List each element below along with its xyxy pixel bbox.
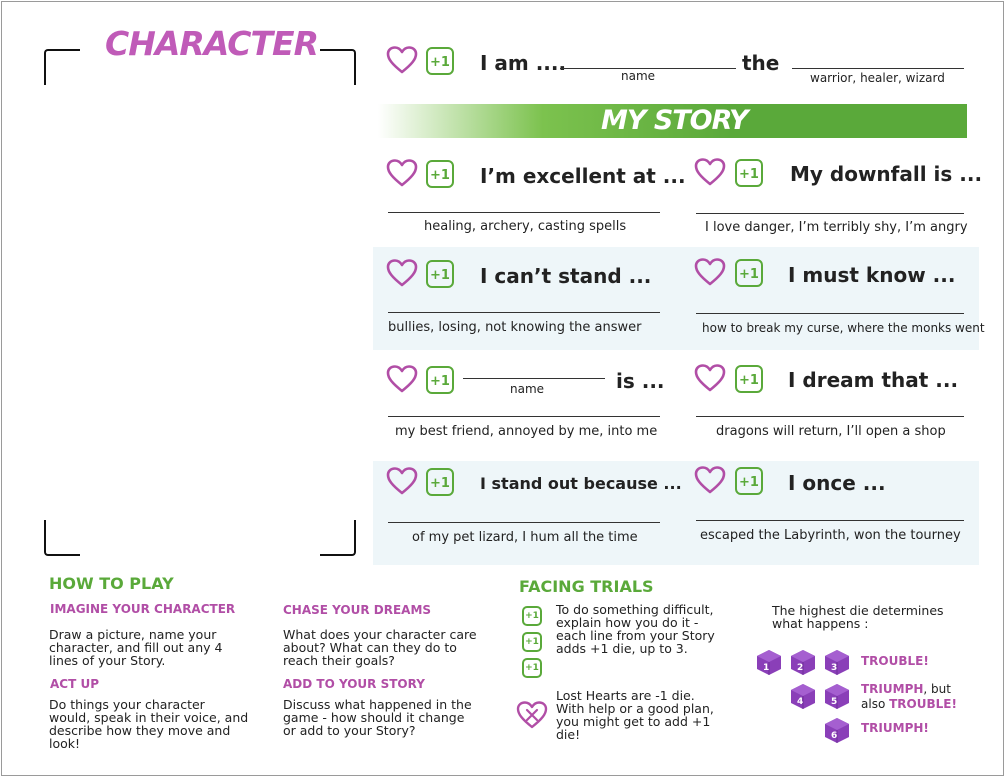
die-face: 6 [831,731,838,741]
answer-line[interactable] [696,313,964,314]
plus-one-icon[interactable]: +1 [426,47,454,75]
answer-line[interactable] [388,312,660,313]
facing-trials-title: FACING TRIALS [519,577,654,596]
story-prompt: I once ... [788,471,886,495]
die-face: 2 [797,663,804,673]
story-hint: my best friend, annoyed by me, into me [395,424,658,439]
story-prompt: I dream that ... [788,368,959,392]
heart-icon[interactable] [386,158,418,188]
heart-rule-text: Lost Hearts are -1 die. With help or a good plan, you might get to add +1 die! [556,688,714,742]
die-face: 3 [831,663,838,673]
heart-icon[interactable] [386,258,418,288]
answer-line[interactable] [388,416,660,417]
triumph-trouble-result [861,682,971,712]
story-prompt: I stand out because ... [480,474,682,493]
friend-name-line[interactable] [463,378,605,379]
die-face: 1 [763,663,770,673]
character-title: CHARACTER [105,24,318,63]
frame-corner-top-right [320,49,356,85]
story-hint: I love danger, I’m terribly shy, I’m angry [705,220,968,235]
add-story-text: Discuss what happened in the game - how should it change or add to your Story? [283,697,472,738]
plus-one-icon[interactable]: +1 [735,365,763,393]
lost-heart-icon [516,700,548,730]
story-hint: dragons will return, I’ll open a shop [716,424,946,439]
plus-rule-text: To do something difficult, explain how you do it - each line from your Story adds +1 die, up to 3. [556,602,715,656]
story-prompt: I’m excellent at ... [480,164,686,188]
triumph-result: TRIUMPH! [861,721,929,735]
plus-one-icon[interactable]: +1 [426,160,454,188]
die-face: 5 [831,697,838,707]
heart-icon[interactable] [694,257,726,287]
story-prompt: I must know ... [788,263,956,287]
story-prompt: is ... [616,369,665,393]
how-to-play-title: HOW TO PLAY [49,574,174,593]
plus-one-icon[interactable]: +1 [735,159,763,187]
heart-icon[interactable] [386,45,418,75]
class-hint: warrior, healer, wizard [810,71,945,85]
class-line[interactable] [792,68,964,69]
answer-line[interactable] [696,416,964,417]
imagine-text: Draw a picture, name your character, and fill out any 4 lines of your Story. [49,627,223,668]
heart-icon[interactable] [694,363,726,393]
frame-corner-bottom-right [320,520,356,556]
die-six-icon [823,716,851,744]
imagine-heading: IMAGINE YOUR CHARACTER [50,602,236,616]
plus-one-icon: +1 [522,606,542,626]
frame-corner-top-left [44,49,80,85]
story-hint: healing, archery, casting spells [424,219,627,234]
story-hint: of my pet lizard, I hum all the time [412,530,638,545]
name-hint: name [621,69,656,83]
plus-one-icon[interactable]: +1 [426,468,454,496]
die-face: 4 [797,697,804,707]
plus-one-icon[interactable]: +1 [735,259,763,287]
dice-intro-text: The highest die determines what happens : [772,603,944,631]
story-hint: bullies, losing, not knowing the answer [388,320,642,335]
answer-line[interactable] [696,213,964,214]
trouble-result: TROUBLE! [861,654,929,668]
plus-one-icon: +1 [522,632,542,652]
the-label: the [742,51,780,75]
story-hint: how to break my curse, where the monks went [702,321,985,335]
plus-one-icon[interactable]: +1 [426,366,454,394]
act-up-heading: ACT UP [50,677,99,691]
name-hint: name [510,382,545,396]
but-also-label: , but also [861,682,951,711]
add-story-heading: ADD TO YOUR STORY [283,677,425,691]
triumph-label: TRIUMPH [861,682,924,696]
story-prompt: My downfall is ... [790,162,983,186]
heart-icon[interactable] [694,157,726,187]
answer-line[interactable] [388,522,660,523]
die-five-icon [823,682,851,710]
die-three-icon [823,648,851,676]
plus-one-icon[interactable]: +1 [735,467,763,495]
i-am-label: I am .... [480,51,567,75]
answer-line[interactable] [388,212,660,213]
die-two-icon [789,648,817,676]
my-story-title: MY STORY [601,105,748,136]
heart-icon[interactable] [694,465,726,495]
die-four-icon [789,682,817,710]
trouble-label: TROUBLE! [889,697,957,711]
story-hint: escaped the Labyrinth, won the tourney [700,528,961,543]
chase-text: What does your character care about? What can they do to reach their goals? [283,627,477,668]
plus-one-icon[interactable]: +1 [426,260,454,288]
answer-line[interactable] [696,520,964,521]
story-prompt: I can’t stand ... [480,264,652,288]
plus-one-icon: +1 [522,658,542,678]
chase-heading: CHASE YOUR DREAMS [283,603,432,617]
die-one-icon [755,648,783,676]
heart-icon[interactable] [386,466,418,496]
frame-corner-bottom-left [44,520,80,556]
heart-icon[interactable] [386,364,418,394]
act-up-text: Do things your character would, speak in their voice, and describe how they move and look! [49,697,249,751]
